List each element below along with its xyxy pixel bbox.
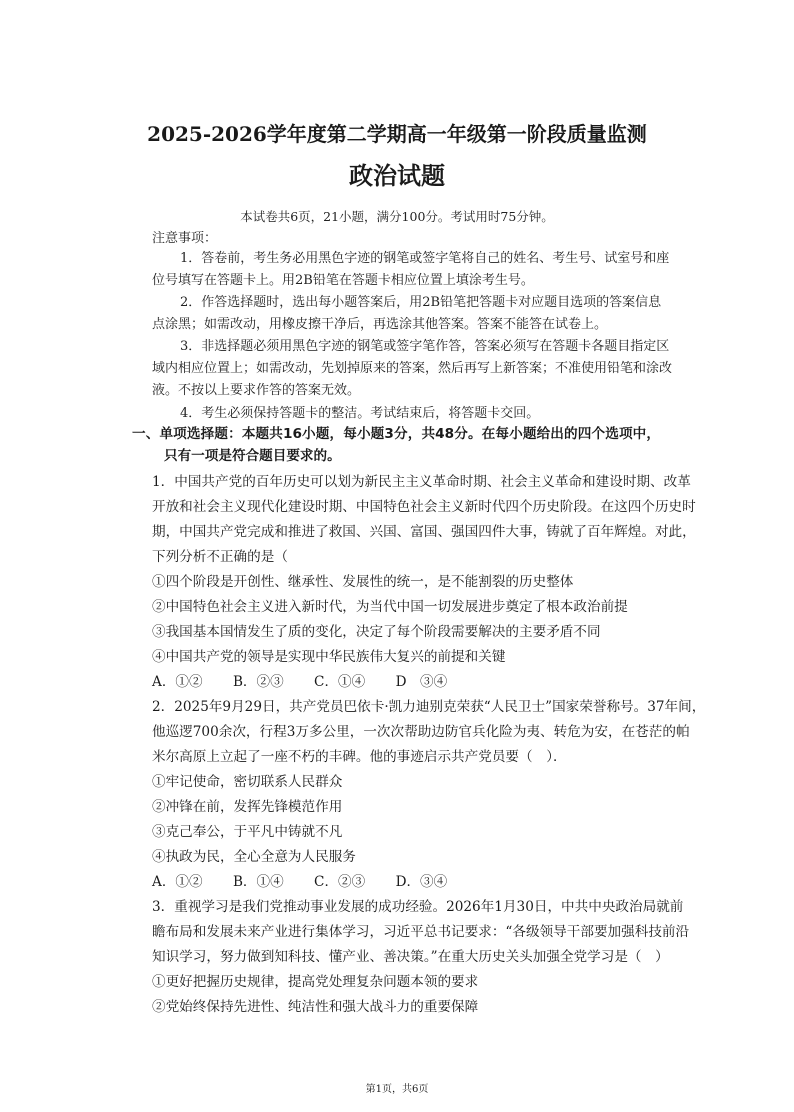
statement-item: ④执政为民，全心全意为人民服务 bbox=[152, 849, 356, 865]
notice-heading: 注意事项： bbox=[152, 231, 218, 246]
statement-item: ③我国基本国情发生了质的变化，决定了每个阶段需要解决的主要矛盾不同 bbox=[152, 624, 601, 640]
statement-item: ①四个阶段是开创性、继承性、发展性的统一，是不能割裂的历史整体 bbox=[152, 574, 574, 590]
option-c: C．②③ bbox=[314, 874, 366, 890]
notice-line: 1．答卷前，考生务必用黑色字迹的钢笔或签字笔将自己的姓名、考生号、试室号和座 bbox=[180, 251, 670, 266]
notice-line: 4．考生必须保持答题卡的整洁。考试结束后，将答题卡交回。 bbox=[180, 406, 540, 421]
question-stem: 2．2025年9月29日，共产党员巴依卡·凯力迪别克荣获“人民卫士”国家荣誉称号。37年间， bbox=[152, 699, 706, 715]
question-stem: 下列分析不正确的是（ bbox=[152, 549, 288, 565]
notice-line: 位号填写在答题卡上。用2B铅笔在答题卡相应位置上填涂考生号。 bbox=[152, 273, 534, 288]
statement-item: ②党始终保持先进性、纯洁性和强大战斗力的重要保障 bbox=[152, 999, 479, 1015]
page-footer: 第1页，共6页 bbox=[365, 1084, 429, 1095]
notice-line: 液。不按以上要求作答的答案无效。 bbox=[152, 383, 361, 398]
notice-line: 3．非选择题必须用黑色字迹的钢笔或签字笔作答，答案必须写在答题卡各题目指定区 bbox=[180, 339, 670, 354]
option-d: D ③④ bbox=[395, 674, 448, 690]
question-stem: 开放和社会主义现代化建设时期、中国特色社会主义新时代四个历史阶段。在这四个历史时 bbox=[152, 499, 696, 515]
option-b: B．②③ bbox=[232, 674, 284, 690]
statement-item: ②中国特色社会主义进入新时代，为当代中国一切发展进步奠定了根本政治前提 bbox=[152, 599, 628, 615]
option-a: A．①② bbox=[152, 674, 203, 690]
question-stem: 期，中国共产党完成和推进了救国、兴国、富国、强国四件大事，铸就了百年辉煌。对此， bbox=[152, 524, 696, 540]
notice-line: 域内相应位置上；如需改动，先划掉原来的答案，然后再写上新答案；不准使用铅笔和涂改 bbox=[152, 361, 673, 376]
statement-item: ②冲锋在前，发挥先锋模范作用 bbox=[152, 799, 343, 815]
statement-item: ③克己奉公，于平凡中铸就不凡 bbox=[152, 824, 343, 840]
section-heading-cont: 只有一项是符合题目要求的。 bbox=[164, 448, 341, 464]
option-c: C．①④ bbox=[314, 674, 366, 690]
question-stem: 1．中国共产党的百年历史可以划为新民主主义革命时期、社会主义革命和建设时期、改革 bbox=[152, 474, 691, 490]
statement-item: ④中国共产党的领导是实现中华民族伟大复兴的前提和关键 bbox=[152, 649, 506, 665]
question-stem: 瞻布局和发展未来产业进行集体学习，习近平总书记要求：“各级领导干部要加强科技前沿 bbox=[152, 924, 690, 940]
section-heading: 一、单项选择题：本题共16小题，每小题3分，共48分。在每小题给出的四个选项中， bbox=[132, 426, 660, 442]
notice-line: 2．作答选择题时，选出每小题答案后，用2B铅笔把答题卡对应题目选项的答案信息 bbox=[180, 295, 662, 310]
exam-info: 本试卷共6页，21小题，满分100分。考试用时75分钟。 bbox=[240, 209, 554, 224]
answer-options bbox=[152, 673, 660, 691]
question-stem: 他巡逻700余次，行程3万多公里，一次次帮助边防官兵化险为夷、转危为安，在苍茫的帕 bbox=[152, 724, 690, 740]
option-b: B．①④ bbox=[232, 874, 284, 890]
statement-item: ①更好把握历史规律，提高党处理复杂问题本领的要求 bbox=[152, 974, 479, 990]
exam-subtitle: 政治试题 bbox=[349, 161, 445, 190]
answer-options bbox=[152, 873, 660, 891]
option-d: D．③④ bbox=[395, 874, 448, 890]
question-stem: 米尔高原上立起了一座不朽的丰碑。他的事迹启示共产党员要（ ）． bbox=[152, 749, 567, 765]
statement-item: ①牢记使命，密切联系人民群众 bbox=[152, 774, 343, 790]
exam-title: 2025-2026学年度第二学期高一年级第一阶段质量监测 bbox=[147, 122, 647, 146]
notice-line: 点涂黑；如需改动，用橡皮擦干净后，再选涂其他答案。答案不能答在试卷上。 bbox=[152, 317, 608, 332]
option-a: A．①② bbox=[152, 874, 203, 890]
question-stem: 知识学习，努力做到知科技、懂产业、善决策。”在重大历史关头加强全党学习是（ ） bbox=[152, 949, 669, 965]
question-stem: 3．重视学习是我们党推动事业发展的成功经验。2026年1月30日，中共中央政治局就前 bbox=[152, 899, 684, 915]
